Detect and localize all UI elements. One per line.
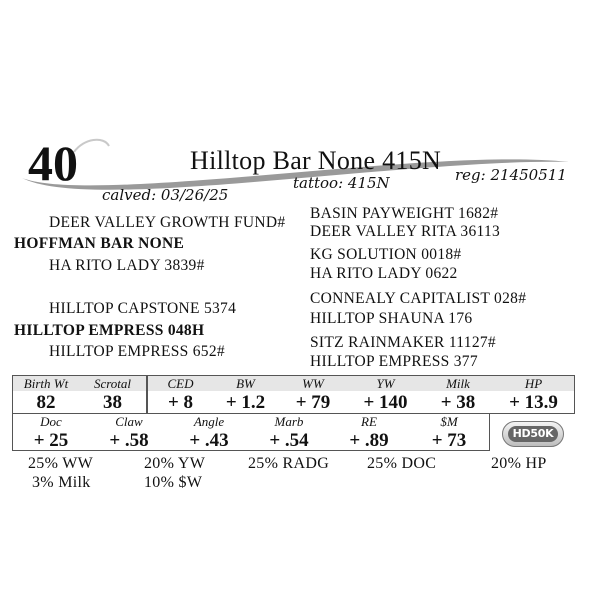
tattoo: tattoo: 415N xyxy=(293,174,390,192)
marb-header: Marb xyxy=(274,414,304,429)
birth-weight-header: Birth Wt xyxy=(23,376,69,391)
dam-dam: HILLTOP EMPRESS 652# xyxy=(49,343,225,360)
angle-header: Angle xyxy=(193,414,225,429)
marb-value: + .54 xyxy=(269,430,309,451)
re-header: RE xyxy=(361,414,377,429)
epd-row1-table xyxy=(148,376,574,415)
bw-value: + 1.2 xyxy=(225,392,266,413)
dam: HILLTOP EMPRESS 048H xyxy=(14,322,205,339)
percentile-ww: 25% WW xyxy=(28,455,94,472)
lot-number: 40 xyxy=(28,135,78,191)
dam-sire: HILLTOP CAPSTONE 5374 xyxy=(49,300,237,317)
percentile-doc: 25% DOC xyxy=(367,455,437,472)
sire-sire: DEER VALLEY GROWTH FUND# xyxy=(49,214,286,231)
milk-value: + 38 xyxy=(440,392,476,413)
sire-sire-dam: DEER VALLEY RITA 36113 xyxy=(310,223,501,240)
sire-dam-sire: KG SOLUTION 0018# xyxy=(310,246,462,263)
claw-value: + .58 xyxy=(109,430,149,451)
hd50k-badge-label: HD50K xyxy=(508,426,558,442)
percentile-milk: 3% Milk xyxy=(32,474,91,491)
ced-header: CED xyxy=(167,376,194,391)
dam-sire-sire: CONNEALY CAPITALIST 028# xyxy=(310,290,527,307)
m-dollar-header: $M xyxy=(440,414,458,429)
percentile-hp: 20% HP xyxy=(491,455,547,472)
scrotal-header: Scrotal xyxy=(93,376,132,391)
birth-weight-value: 82 xyxy=(36,392,56,413)
dam-sire-dam: HILLTOP SHAUNA 176 xyxy=(310,310,473,327)
ww-header: WW xyxy=(302,376,324,391)
angle-value: + .43 xyxy=(189,430,229,451)
hd50k-badge xyxy=(502,421,564,447)
re-value: + .89 xyxy=(349,430,389,451)
sire-dam-dam: HA RITO LADY 0622 xyxy=(310,265,458,282)
dam-dam-dam: HILLTOP EMPRESS 377 xyxy=(310,353,478,370)
percentile-radg: 25% RADG xyxy=(248,455,330,472)
animal-name: Hilltop Bar None 415N xyxy=(190,146,442,175)
percentile-dollar-w: 10% $W xyxy=(144,474,203,491)
ced-value: + 8 xyxy=(167,392,194,413)
claw-header: Claw xyxy=(115,414,143,429)
doc-header: Doc xyxy=(40,414,62,429)
scrotal-value: 38 xyxy=(103,392,122,413)
milk-header: Milk xyxy=(446,376,470,391)
measures-table xyxy=(13,376,146,415)
ww-value: + 79 xyxy=(295,392,331,413)
epd-row2-table xyxy=(13,414,489,453)
hp-value: + 13.9 xyxy=(509,392,558,413)
hp-header: HP xyxy=(524,376,543,391)
yw-header: YW xyxy=(376,376,395,391)
sire-dam: HA RITO LADY 3839# xyxy=(49,257,205,274)
bw-header: BW xyxy=(236,376,255,391)
sire: HOFFMAN BAR NONE xyxy=(14,235,185,252)
calved-date: calved: 03/26/25 xyxy=(102,186,229,204)
sire-sire-sire: BASIN PAYWEIGHT 1682# xyxy=(310,205,499,222)
dam-dam-sire: SITZ RAINMAKER 11127# xyxy=(310,334,496,351)
percentile-yw: 20% YW xyxy=(144,455,206,472)
yw-value: + 140 xyxy=(363,392,408,413)
doc-value: + 25 xyxy=(33,430,69,451)
m-dollar-value: + 73 xyxy=(431,430,467,451)
registration-number: reg: 21450511 xyxy=(455,166,567,184)
